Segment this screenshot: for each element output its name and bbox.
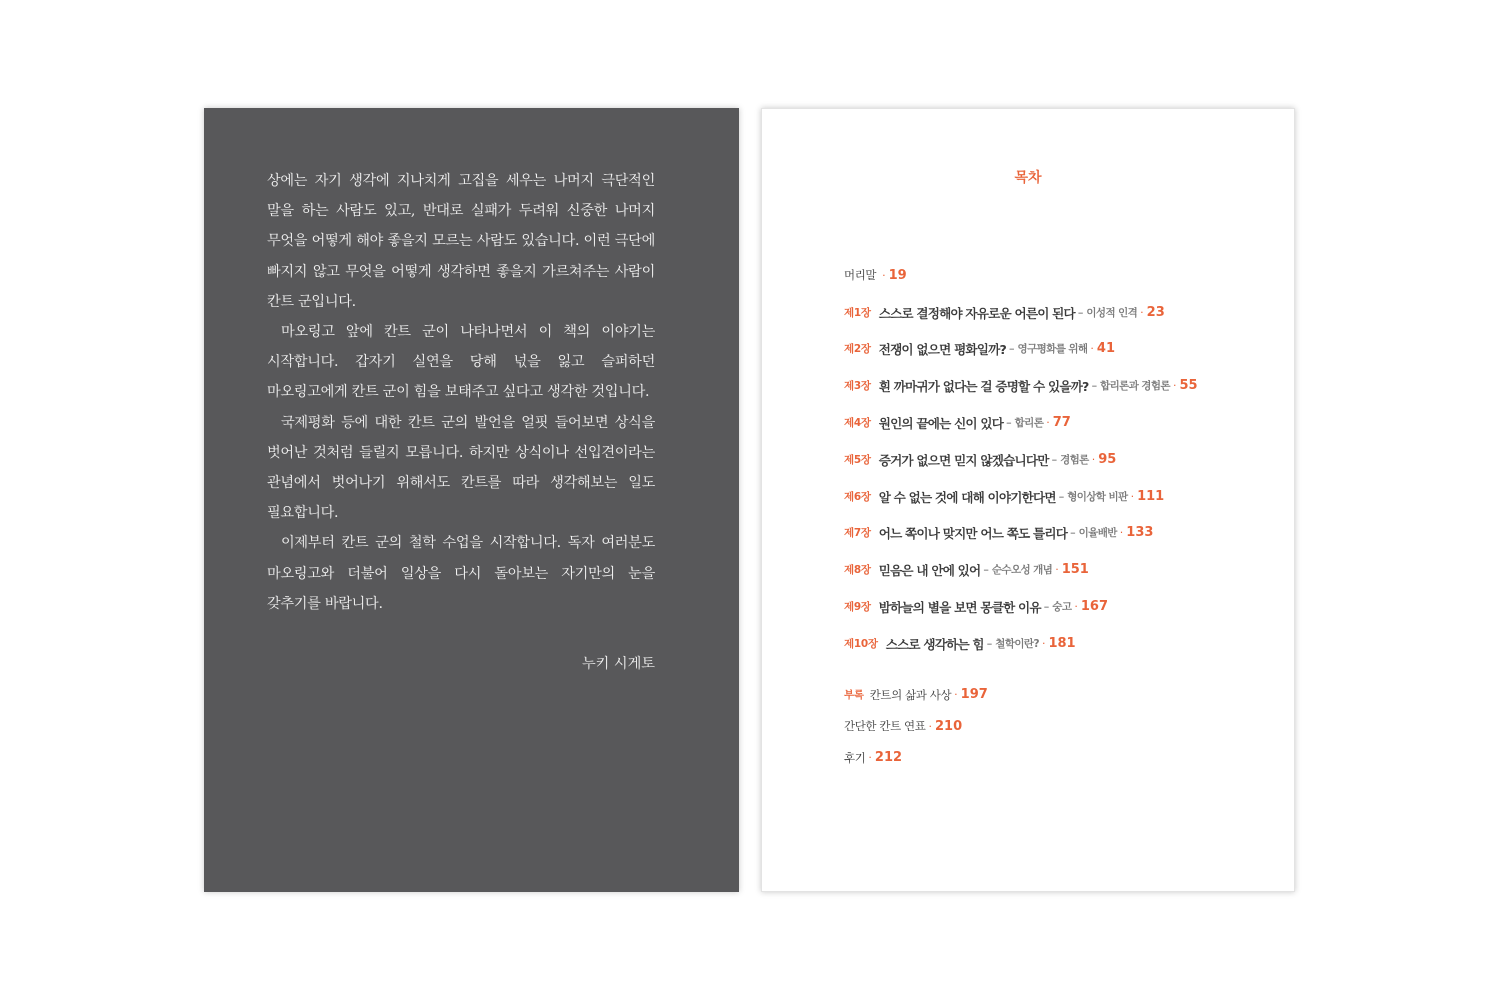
toc-chapter-sub: 영구평화를 위해 <box>1017 343 1088 356</box>
toc-chapter-dot: · <box>1119 526 1124 540</box>
toc-chapter-dash: – <box>986 636 993 650</box>
toc-chapter-sub: 철학이란? <box>995 637 1039 650</box>
toc-chapter-dot: · <box>1172 379 1177 393</box>
toc-chapter-sub: 이성적 인격 <box>1086 306 1138 319</box>
toc-chronology <box>844 710 1284 742</box>
toc-chapter-page: 167 <box>1080 599 1109 615</box>
toc-chapter-dash: – <box>1091 379 1098 393</box>
toc-chapter-page: 111 <box>1137 488 1165 504</box>
author-signature: 누키 시게토 <box>581 656 655 673</box>
toc-chapter-sub: 합리론 <box>1014 417 1044 430</box>
toc-chapter-dash: – <box>1009 342 1015 356</box>
toc-chapter-label: 제5장 <box>844 453 871 466</box>
toc-chapter-title: 어느 쪽이나 맞지만 어느 쪽도 틀리다 <box>878 526 1068 542</box>
toc-chapter-1 <box>844 294 1284 331</box>
toc-preface-dot: · <box>882 268 886 282</box>
toc-chapter-dot: · <box>1055 563 1059 577</box>
book-page-right-toc <box>761 108 1295 892</box>
toc-afterword-page: 212 <box>874 750 903 766</box>
toc-chapter-dash: – <box>1043 600 1050 614</box>
toc-chapter-title: 전쟁이 없으면 평화일까? <box>878 342 1007 358</box>
toc-chapter-title: 원인의 끝에는 신이 있다 <box>878 416 1004 432</box>
paragraph-2: 마오링고 앞에 칸트 군이 나타나면서 이 책의 이야기는 시작합니다. 갑자기 실연을 당해 넋을 잃고 슬퍼하던 마오링고에게 칸트 군이 힘을 보태주고 싶다고 생각한 것입니다. <box>267 324 655 401</box>
toc-chapter-dot: · <box>1140 305 1144 319</box>
paragraph-3: 국제평화 등에 대한 칸트 군의 발언을 얼핏 들어보면 상식을 벗어난 것처럼 들릴지 모릅니다. 하지만 상식이나 선입견이라는 관념에서 벗어나기 위해서도 칸트를 따라 생각해보는 일도 필요합니다. <box>267 414 655 522</box>
toc-chapter-page: 41 <box>1096 341 1115 357</box>
toc-chapter-title: 스스로 생각하는 힘 <box>885 636 984 652</box>
toc-chapter-4 <box>844 404 1284 441</box>
toc-chapter-dash: – <box>1070 526 1076 540</box>
toc-chapter-label: 제9장 <box>844 601 871 614</box>
toc-chapter-5 <box>844 441 1284 478</box>
toc-chapter-dot: · <box>1074 600 1078 614</box>
toc-chronology-page: 210 <box>934 718 963 734</box>
toc-chapter-dash: – <box>1058 489 1065 503</box>
toc-chapter-7 <box>844 515 1284 552</box>
toc-chapter-page: 181 <box>1048 635 1076 651</box>
toc-chapter-sub: 순수오성 개념 <box>991 564 1053 577</box>
toc-chronology-title: 간단한 칸트 연표 <box>844 719 926 734</box>
toc-afterword <box>844 742 1284 774</box>
toc-chapter-9 <box>844 588 1284 625</box>
toc-chapter-dot: · <box>1041 636 1046 650</box>
toc-chapter-2 <box>844 331 1284 368</box>
toc-chapter-sub: 형이상학 비판 <box>1067 490 1128 503</box>
toc-chapter-10 <box>844 625 1284 662</box>
toc-chapter-page: 77 <box>1052 415 1071 431</box>
toc-chapter-label: 제6장 <box>844 490 871 503</box>
toc-chapter-label: 제1장 <box>844 306 871 319</box>
toc-appendix-dot: · <box>954 688 958 702</box>
toc-chapter-dot: · <box>1046 416 1050 430</box>
toc-chapter-page: 23 <box>1146 304 1165 320</box>
toc-chapter-title: 믿음은 내 안에 있어 <box>878 563 981 579</box>
toc-chapter-sub: 경험론 <box>1060 453 1089 466</box>
book-page-left <box>204 108 739 892</box>
toc-chapter-dot: · <box>1091 452 1096 466</box>
toc-chapter-label: 제10장 <box>844 637 878 650</box>
toc-preface-page: 19 <box>888 267 907 283</box>
toc-preface-title: 머리말 <box>844 268 877 283</box>
toc-chapter-label: 제2장 <box>844 343 871 356</box>
toc-chapter-page: 55 <box>1179 378 1198 394</box>
paragraph-1: 상에는 자기 생각에 지나치게 고집을 세우는 나머지 극단적인 말을 하는 사람도 있고, 반대로 실패가 두려워 신중한 나머지 무엇을 어떻게 해야 좋을지 모르는 사람도 있습니다. 이런 극단에 빠지지 않고 무엇을 어떻게 생각하면 좋을지 가르쳐주는 사람이 칸트 군입니다. <box>267 173 655 310</box>
toc-chapter-dash: – <box>1077 305 1084 319</box>
toc-chapter-title: 증거가 없으면 믿지 않겠습니다만 <box>878 452 1049 468</box>
toc-chapter-dot: · <box>1130 489 1135 503</box>
toc-chapter-label: 제8장 <box>844 564 871 577</box>
toc-appendix <box>844 679 1284 711</box>
toc-chapters <box>844 294 1284 662</box>
toc-appendix-page: 197 <box>960 687 988 703</box>
toc-afterword-dot: · <box>868 751 872 765</box>
toc-chapter-page: 133 <box>1126 525 1154 541</box>
toc-chapter-page: 151 <box>1061 562 1089 578</box>
toc-chapter-label: 제4장 <box>844 417 871 430</box>
paragraph-4: 이제부터 칸트 군의 철학 수업을 시작합니다. 독자 여러분도 마오링고와 더불어 일상을 다시 돌아보는 자기만의 눈을 갖추기를 바랍니다. <box>267 535 655 612</box>
toc-chapter-dash: – <box>1051 452 1058 466</box>
toc-chapter-sub: 숭고 <box>1052 601 1072 614</box>
toc-chapter-dash: – <box>983 563 989 577</box>
toc-chapter-title: 알 수 없는 것에 대해 이야기한다면 <box>878 489 1056 505</box>
toc-chapter-page: 95 <box>1098 451 1117 467</box>
toc-chronology-dot: · <box>928 719 932 733</box>
toc-chapter-sub: 이율배반 <box>1078 527 1117 540</box>
toc-chapter-title: 스스로 결정해야 자유로운 어른이 된다 <box>878 305 1075 321</box>
toc-appendix-title: 칸트의 삶과 사상 <box>869 687 952 702</box>
toc-chapter-label: 제3장 <box>844 380 871 393</box>
toc-title: 목차 <box>1014 170 1042 186</box>
toc-afterword-title: 후기 <box>844 750 866 765</box>
toc-chapter-dot: · <box>1090 342 1094 356</box>
toc-chapter-3 <box>844 367 1284 404</box>
toc-chapter-8 <box>844 551 1284 588</box>
toc-chapter-6 <box>844 478 1284 515</box>
toc-list <box>844 257 1284 773</box>
toc-chapter-label: 제7장 <box>844 527 871 540</box>
toc-preface <box>844 257 1284 294</box>
toc-chapter-title: 흰 까마귀가 없다는 걸 증명할 수 있을까? <box>878 379 1089 395</box>
toc-chapter-dash: – <box>1006 416 1012 430</box>
toc-chapter-title: 밤하늘의 별을 보면 몽클한 이유 <box>878 600 1041 616</box>
toc-appendix-label: 부록 <box>844 689 864 702</box>
toc-chapter-sub: 합리론과 경험론 <box>1100 380 1170 393</box>
